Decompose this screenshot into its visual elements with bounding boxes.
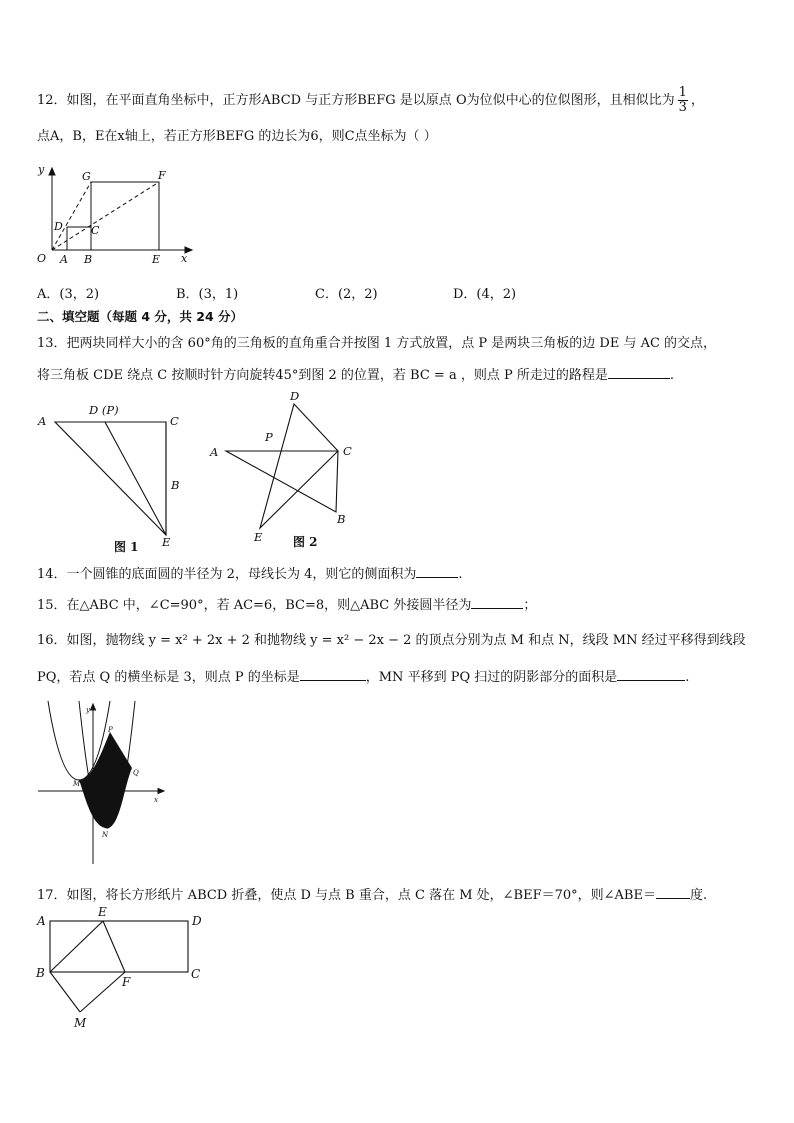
q17-figure bbox=[34, 904, 214, 1034]
q12-label-C: C bbox=[91, 224, 100, 237]
q16-label-M: M bbox=[73, 780, 81, 788]
q12-label-E: E bbox=[152, 253, 161, 266]
q12-frac-num: 1 bbox=[678, 85, 687, 100]
q16-line2 bbox=[37, 666, 689, 685]
q13-line2 bbox=[37, 364, 674, 383]
q17-label-C: C bbox=[191, 967, 201, 981]
q12-label-A: A bbox=[60, 253, 68, 266]
q12-option-b: B．(3，1) bbox=[176, 287, 239, 302]
q16-answer-blank-2[interactable] bbox=[617, 668, 685, 681]
q12-option-d: D．(4，2) bbox=[453, 287, 517, 302]
q12-option-c: C．(2，2) bbox=[315, 287, 378, 302]
q14-end: . bbox=[458, 567, 463, 582]
q16-label-P: P bbox=[108, 726, 113, 734]
q13-line2-text: 将三角板 CDE 绕点 C 按顺时针方向旋转45°到图 2 的位置，若 BC = a ，则点 P 所走过的路程是 bbox=[37, 368, 608, 383]
q15-line bbox=[37, 594, 536, 613]
q12-label-O: O bbox=[37, 252, 47, 265]
q12-line1-text: 12．如图，在平面直角坐标中，正方形ABCD 与正方形BEFG 是以原点 O为位似中心的位似图形，且相似比为 bbox=[37, 93, 675, 108]
q12-frac-den: 3 bbox=[678, 100, 687, 115]
q13-line1: 13．把两块同样大小的含 60°角的三角板的直角重合并按图 1 方式放置，点 P 是两块三角板的边 DE 与 AC 的交点， bbox=[37, 336, 717, 351]
q12-label-D: D bbox=[54, 220, 63, 233]
q12-label-F: F bbox=[158, 169, 166, 182]
q12-label-x: x bbox=[181, 252, 188, 265]
q16-line2-end: . bbox=[685, 670, 690, 685]
q15-answer-blank[interactable] bbox=[471, 596, 523, 609]
q17-label-D: D bbox=[192, 914, 202, 928]
q13-fig2-label-C: C bbox=[343, 444, 352, 458]
q12-figure bbox=[34, 160, 204, 270]
q12-line2: 点A，B，E在x轴上，若正方形BEFG 的边长为6，则C点坐标为（ ） bbox=[37, 129, 437, 144]
q17-label-M: M bbox=[74, 1016, 87, 1030]
q17-end: 度. bbox=[689, 888, 708, 903]
section-heading: 二、填空题（每题 4 分，共 24 分） bbox=[37, 309, 244, 324]
q15-end: ； bbox=[523, 598, 537, 613]
q12-label-B: B bbox=[84, 253, 93, 266]
q13-fig1-label-E: E bbox=[162, 535, 171, 549]
q16-label-N: N bbox=[102, 831, 109, 839]
q12-line1 bbox=[37, 86, 704, 115]
q13-fig1-label-B: B bbox=[171, 478, 180, 492]
q13-fig2-label-D: D bbox=[290, 389, 300, 403]
q13-fig2-label-P: P bbox=[265, 430, 273, 444]
q16-shaded-region bbox=[79, 732, 132, 828]
q12-ratio-fraction bbox=[678, 86, 688, 115]
q13-fig1-caption: 图 1 bbox=[114, 540, 139, 554]
q13-fig1-label-DP: D (P) bbox=[89, 403, 119, 417]
q12-label-y: y bbox=[38, 163, 45, 176]
q13-fig1-label-A: A bbox=[38, 414, 47, 428]
q16-label-y: y bbox=[86, 706, 90, 714]
q16-figure bbox=[34, 696, 174, 866]
q13-answer-blank[interactable] bbox=[608, 366, 670, 379]
q13-fig1-label-C: C bbox=[170, 414, 179, 428]
q13-fig2-caption: 图 2 bbox=[293, 535, 318, 549]
q14-line bbox=[37, 563, 463, 582]
q13-line2-end: . bbox=[669, 368, 674, 383]
q15-text: 15．在△ABC 中，∠C=90°，若 AC=6，BC=8，则△ABC 外接圆半径为 bbox=[37, 598, 472, 613]
q17-label-E: E bbox=[98, 905, 107, 919]
q13-figure-2 bbox=[204, 388, 364, 553]
q17-label-F: F bbox=[122, 975, 131, 989]
q12-line1-end: ， bbox=[690, 93, 704, 108]
q17-label-B: B bbox=[36, 966, 45, 980]
q17-text: 17．如图，将长方形纸片 ABCD 折叠，使点 D 与点 B 重合，点 C 落在 M 处，∠BEF＝70°，则∠ABE＝ bbox=[37, 888, 656, 903]
q16-label-x: x bbox=[154, 796, 158, 804]
q16-label-Q: Q bbox=[133, 769, 139, 777]
q13-fig2-label-B: B bbox=[337, 512, 346, 526]
q12-label-G: G bbox=[82, 170, 91, 183]
q17-label-A: A bbox=[37, 914, 46, 928]
q12-option-a: A．(3，2) bbox=[37, 287, 100, 302]
q14-answer-blank[interactable] bbox=[416, 565, 458, 578]
q16-line2-text: PQ，若点 Q 的横坐标是 3，则点 P 的坐标是 bbox=[37, 670, 300, 685]
q13-fig2-label-A: A bbox=[210, 445, 219, 459]
q14-text: 14．一个圆锥的底面圆的半径为 2，母线长为 4，则它的侧面积为 bbox=[37, 567, 417, 582]
q13-fig2-label-E: E bbox=[254, 530, 263, 544]
q16-line1: 16．如图，抛物线 y = x² + 2x + 2 和抛物线 y = x² − 2x − 2 的顶点分别为点 M 和点 N，线段 MN 经过平移得到线段 bbox=[37, 633, 746, 648]
q16-line2-mid: ，MN 平移到 PQ 扫过的阴影部分的面积是 bbox=[365, 670, 618, 685]
q17-answer-blank[interactable] bbox=[656, 886, 690, 899]
q13-figure-1 bbox=[34, 392, 194, 557]
q17-line bbox=[37, 884, 707, 903]
q16-answer-blank-1[interactable] bbox=[300, 668, 366, 681]
